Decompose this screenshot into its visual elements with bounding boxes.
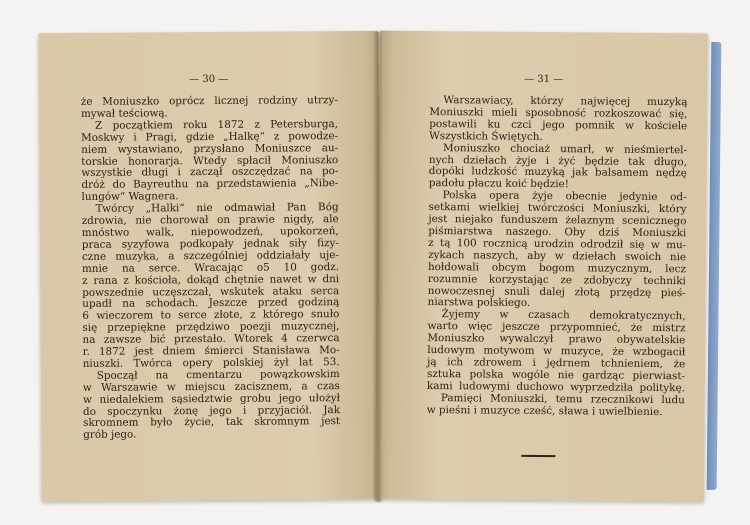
- right-page: [376, 31, 708, 502]
- text-line: na zawsze bić przestało. Wtorek 4 czerwca: [82, 332, 340, 347]
- book-gutter: [373, 32, 383, 502]
- open-booklet: [30, 32, 713, 502]
- text-line: zykach naszych, aby w dziełach swoich nie: [428, 248, 687, 264]
- text-line: Spoczął na cmentarzu powązkowskim: [96, 367, 340, 382]
- text-line: kami ludowymi duchowo wyprzedziła politykę.: [426, 379, 685, 395]
- text-line: czne muzyka, a szczególniej oddziałały uje-: [81, 248, 339, 263]
- closing-rule: [521, 455, 555, 457]
- text-line: dróż do Bayreuthu na przedstawienia „Nibe-: [81, 177, 339, 192]
- left-page-text: [81, 95, 340, 442]
- text-line: Moniuszko chociaż umarł, w nieśmiertel-: [442, 141, 688, 156]
- text-line: do spoczynku żonę jego i przyjaciół. Jak: [82, 403, 341, 418]
- text-line: ją ich zdrowem i jędrnem tchnieniem, że: [427, 355, 686, 371]
- text-line: sztuka polska wogóle nie gardząc pierwiast-: [427, 367, 686, 383]
- text-line: wszystkie długi i zaczął oszczędzać na po-: [81, 165, 339, 180]
- text-line: upadł na schodach. Jeszcze przed godziną: [82, 296, 340, 311]
- text-line: niarstwa polskiego.: [427, 296, 531, 310]
- text-line: Moniuszko wywalczył prawo obywatelskie: [427, 332, 686, 347]
- text-line: mnie na serce. Wracając o5 10 godz.: [81, 260, 340, 275]
- text-line: niuszki. Twórca opery polskiej żył lat 53.: [82, 356, 340, 370]
- text-line: mywał teściową.: [80, 107, 168, 120]
- text-line: lungów“ Wagnera.: [81, 190, 179, 204]
- text-line: piśmiarstwa naszego. Oby dziś Moniuszki: [428, 224, 687, 240]
- text-line: jest niejako funduszem żelaznym scenicznego: [428, 213, 687, 228]
- text-line: Pamięci Moniuszki, temu rzecznikowi ludu: [440, 391, 685, 406]
- text-line: Wszystkich Świętych.: [429, 129, 543, 143]
- text-line: z tą 100 rocznicą urodzin odrodził się w mu-: [428, 236, 687, 252]
- text-line: Żyjemy w czasach demokratycznych,: [441, 308, 686, 323]
- text-line: r. 1872 jest dniem śmierci Stanisława Mo-: [82, 344, 340, 358]
- blue-cover-edge: [707, 42, 722, 490]
- text-line: setkami wielkiej twórczości Moniuszki, który: [428, 201, 687, 216]
- text-line: niem wystawiano, przysłano Moniuszce au-: [81, 141, 339, 156]
- text-line: Polska opera żyje obecnie jedynie od-: [442, 189, 687, 204]
- text-line: ludowym motywom w muzyce, że wzbogacił: [427, 344, 686, 359]
- text-line: nowoczesnej snuli dalej złotą przędzę pieś-: [427, 284, 686, 299]
- text-line: że Moniuszko oprócz licznej rodziny utrzy-: [80, 94, 338, 108]
- text-line: zdrowia, nie chorował on prawie nigdy, ale: [81, 213, 339, 227]
- text-line: mnóstwo walk, niepowodzeń, upokorzeń,: [81, 225, 339, 239]
- text-line: skromnem było życie, tak skromnym jest: [83, 415, 341, 430]
- text-line: 6 wieczorem to serce złote, z którego snuło: [82, 308, 340, 323]
- left-page: [38, 31, 381, 501]
- text-line: padołu płaczu koić będzie!: [428, 177, 569, 191]
- text-line: Z początkiem roku 1872 z Petersburga,: [94, 117, 339, 132]
- text-line: powszednie uczęszczał, wskutek ataku serca: [82, 284, 340, 299]
- page-number-right: — 31 —: [524, 73, 564, 86]
- text-line: Moniuszki mieli sposobność rozkoszować się,: [429, 105, 688, 121]
- text-line: postawili ku czci jego pomnik w kościele: [429, 117, 688, 133]
- text-line: się przepiękne przędziwo poezji muzycznej,: [82, 320, 340, 335]
- text-line: z rana z kościoła, dokąd chętnie nawet w dni: [82, 272, 340, 287]
- right-page-text: [427, 95, 688, 419]
- text-line: dopóki ludzkość muzyką jak balsamem nędzę: [428, 165, 687, 180]
- text-line: w Warszawie w miejscu zacisznem, a czas: [82, 379, 340, 394]
- text-line: grób jego.: [83, 428, 137, 442]
- text-line: warto więc jeszcze przypomnieć, że mistrz: [427, 320, 686, 335]
- text-line: w niedalekiem sąsiedztwie grobu jego ułożył: [82, 391, 340, 406]
- text-line: Moskwy i Pragi, gdzie „Halkę“ z powodze-: [81, 129, 339, 144]
- text-line: w pieśni i muzyce cześć, sława i uwielbienie.: [426, 403, 663, 418]
- text-line: Warszawiacy, którzy najwięcej muzyką: [443, 94, 688, 109]
- text-line: hołdowali obcym bogom muzycznym, lecz: [427, 260, 687, 275]
- text-line: Twórcy „Halki“ nie odmawiał Pan Bóg: [95, 201, 339, 215]
- page-number-left: — 30 —: [189, 73, 229, 86]
- text-line: nych dziełach żyje i żyć będzie tak długo,: [428, 153, 687, 168]
- text-line: praca syzyfowa podkopały jednak siły fizy-: [81, 236, 339, 251]
- text-line: torskie honorarja. Wtedy spłacił Moniuszko: [81, 153, 339, 168]
- text-line: rozumnie korzystając ze zdobyczy techniki: [427, 272, 686, 287]
